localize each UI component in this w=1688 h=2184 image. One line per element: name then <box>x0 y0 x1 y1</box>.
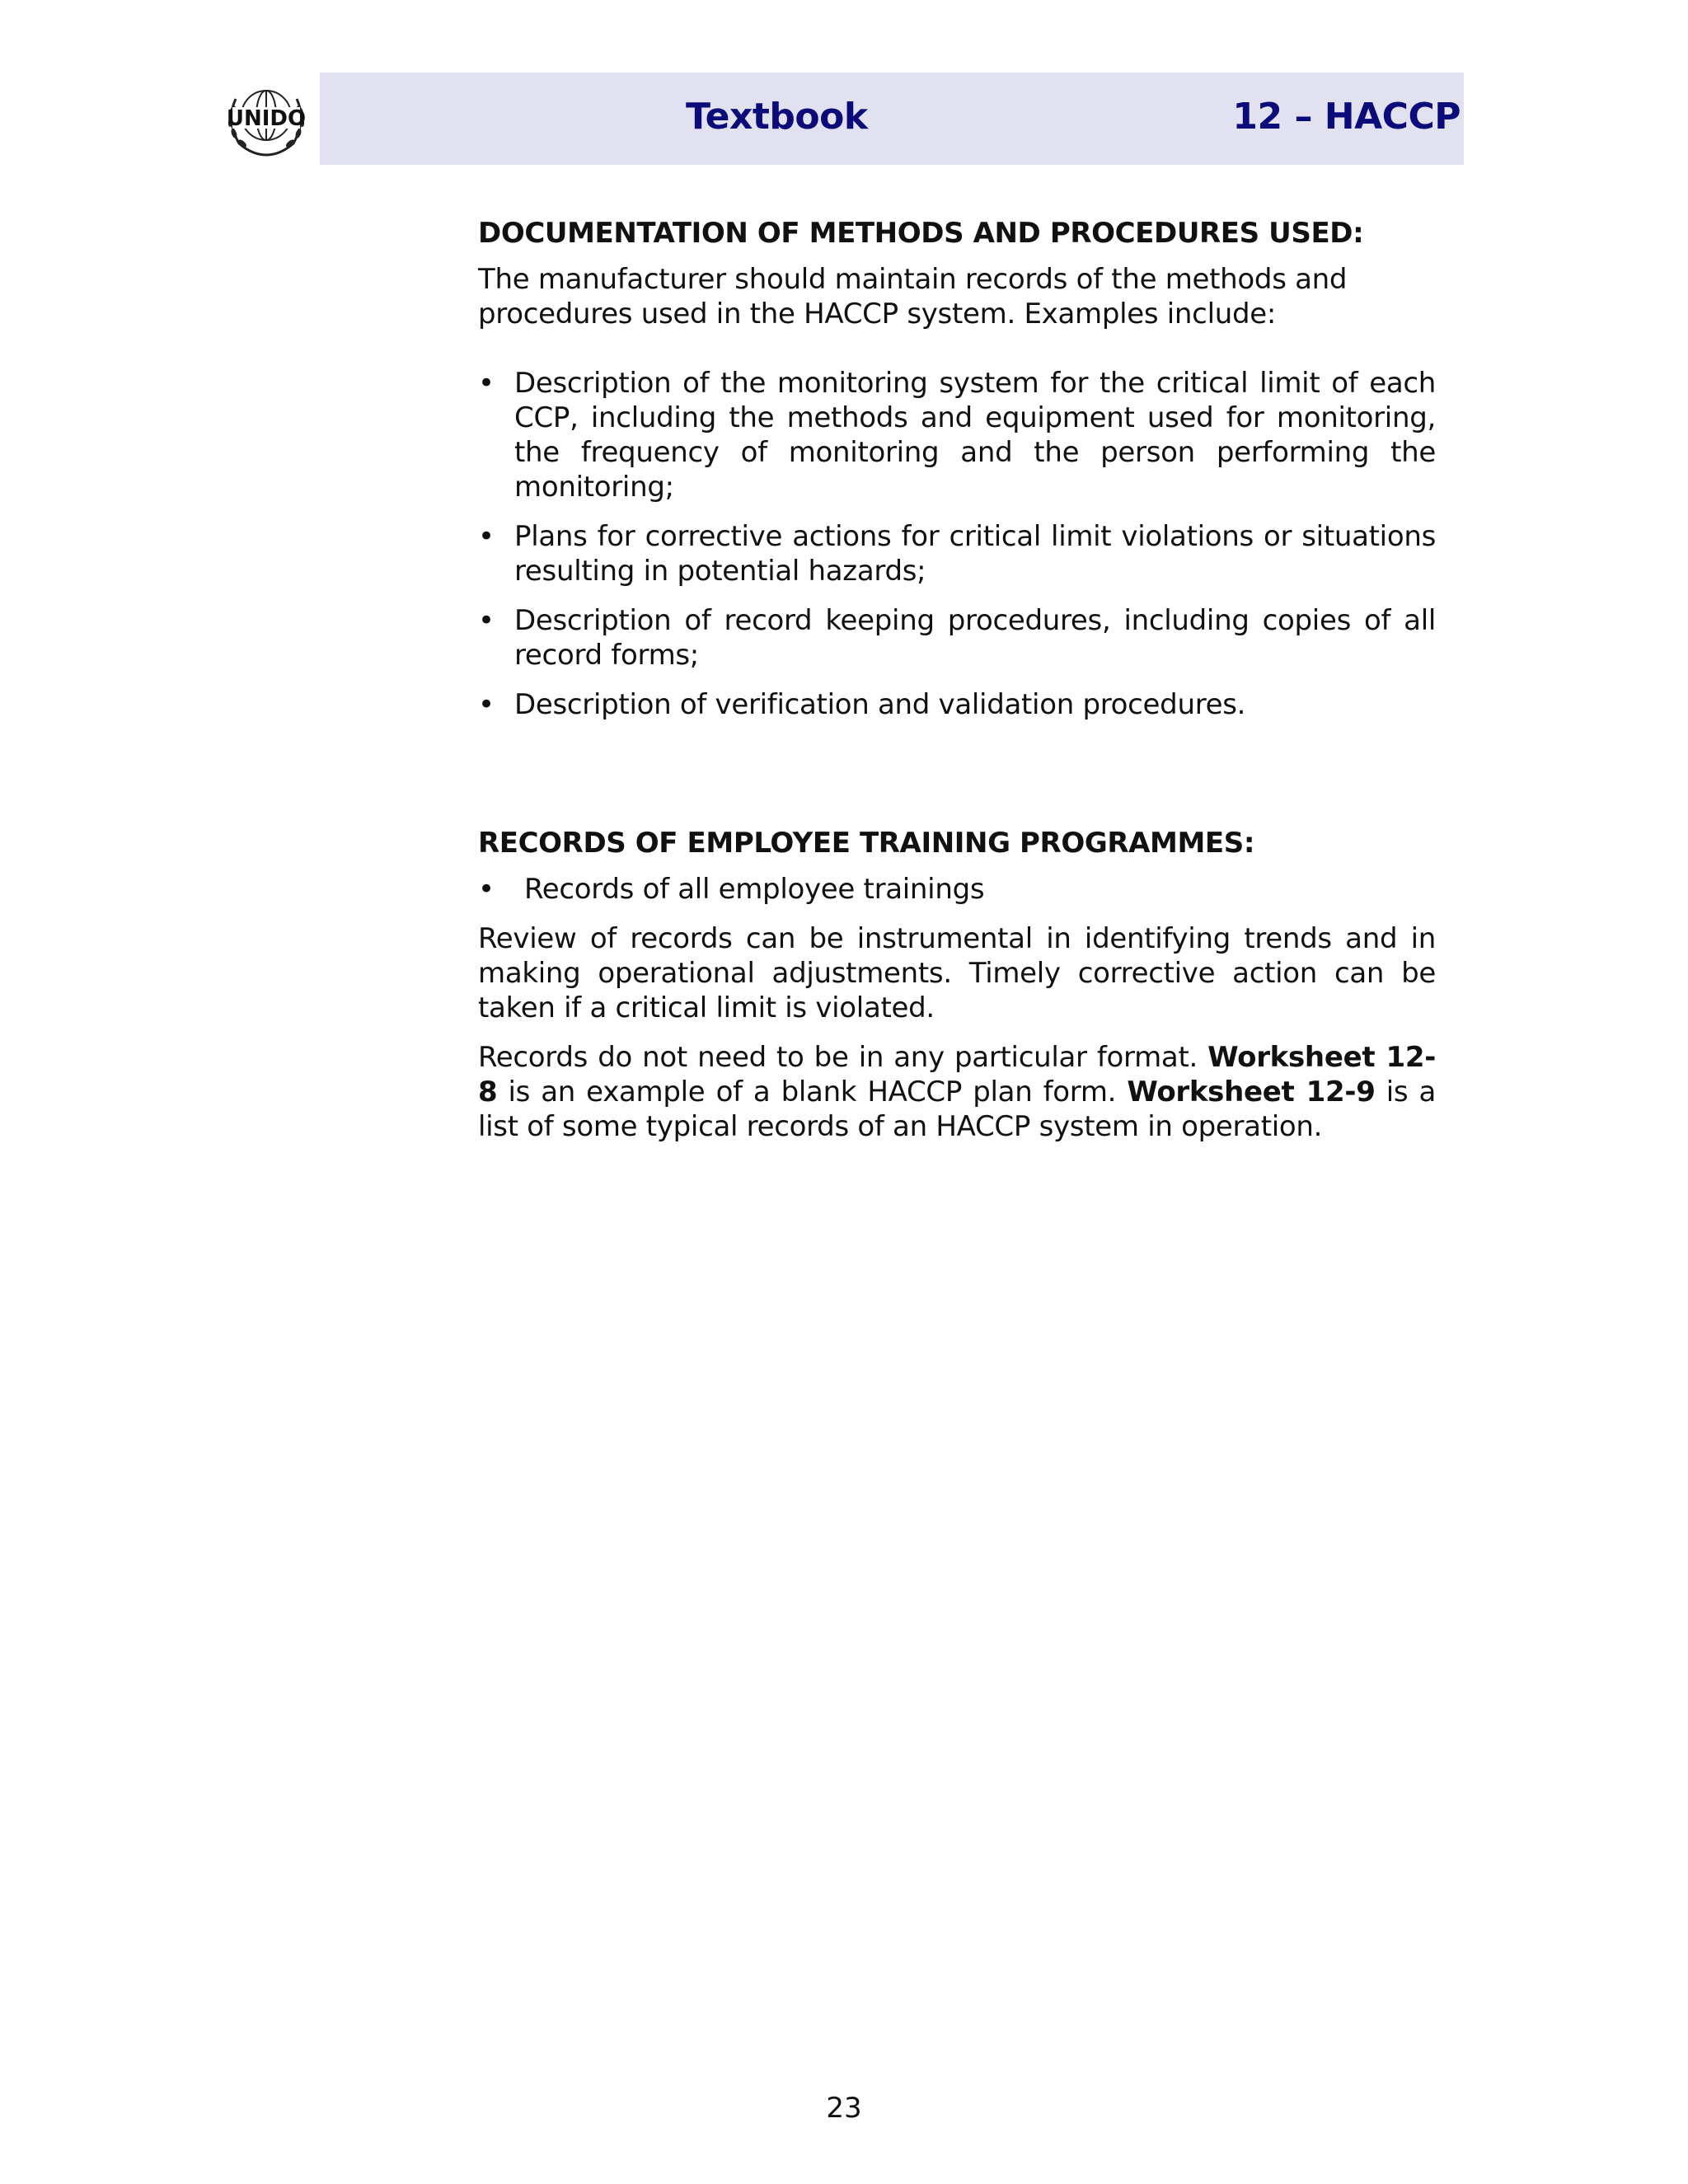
list-item: • Description of the monitoring system for the critical limit of each CCP, including the methods and equipment used for monitoring, the frequency of monitoring and the person performing the monitoring; <box>478 367 1436 504</box>
page-number: 23 <box>826 2092 862 2125</box>
training-bullet-list <box>478 872 1436 907</box>
header-chapter: 12 – HACCP <box>1232 96 1461 138</box>
section-heading-documentation: DOCUMENTATION OF METHODS AND PROCEDURES USED: <box>478 217 1364 250</box>
bullet-icon: • <box>478 688 495 721</box>
documentation-intro: The manufacturer should maintain records of the methods and procedures used in the HACCP system. Examples include: <box>478 263 1348 330</box>
un-emblem-icon <box>221 82 312 158</box>
documentation-bullet-list <box>478 366 1436 722</box>
review-paragraph: Review of records can be instrumental in identifying trends and in making operational adjustments. Timely corrective action can be taken if a critical limit is violated. <box>478 922 1436 1024</box>
list-item: • Description of verification and validation procedures. <box>478 688 1246 721</box>
page-content <box>478 216 1436 1159</box>
bullet-icon: • <box>478 873 495 906</box>
list-item: • Records of all employee trainings <box>478 873 985 906</box>
list-item: • Plans for corrective actions for critical limit violations or situations resulting in potential hazards; <box>478 520 1436 588</box>
svg-text:UNIDO: UNIDO <box>226 106 307 131</box>
bullet-icon: • <box>478 367 495 400</box>
worksheet-reference: Worksheet 12-9 <box>1127 1076 1376 1108</box>
list-item: • Description of record keeping procedures, including copies of all record forms; <box>478 604 1436 672</box>
unido-logo <box>221 82 312 158</box>
bullet-icon: • <box>478 604 495 637</box>
bullet-icon: • <box>478 520 495 553</box>
header-title: Textbook <box>686 96 868 138</box>
section-heading-training: RECORDS OF EMPLOYEE TRAINING PROGRAMMES: <box>478 827 1255 860</box>
section-spacer <box>478 737 1436 826</box>
format-paragraph: Records do not need to be in any particular format. Worksheet 12-8 is an example of a blank HACCP plan form. Worksheet 12-9 is a list of some typical records of an HACCP system in operation. <box>478 1041 1437 1143</box>
worksheet-reference: Worksheet 12-8 <box>478 1041 1437 1108</box>
